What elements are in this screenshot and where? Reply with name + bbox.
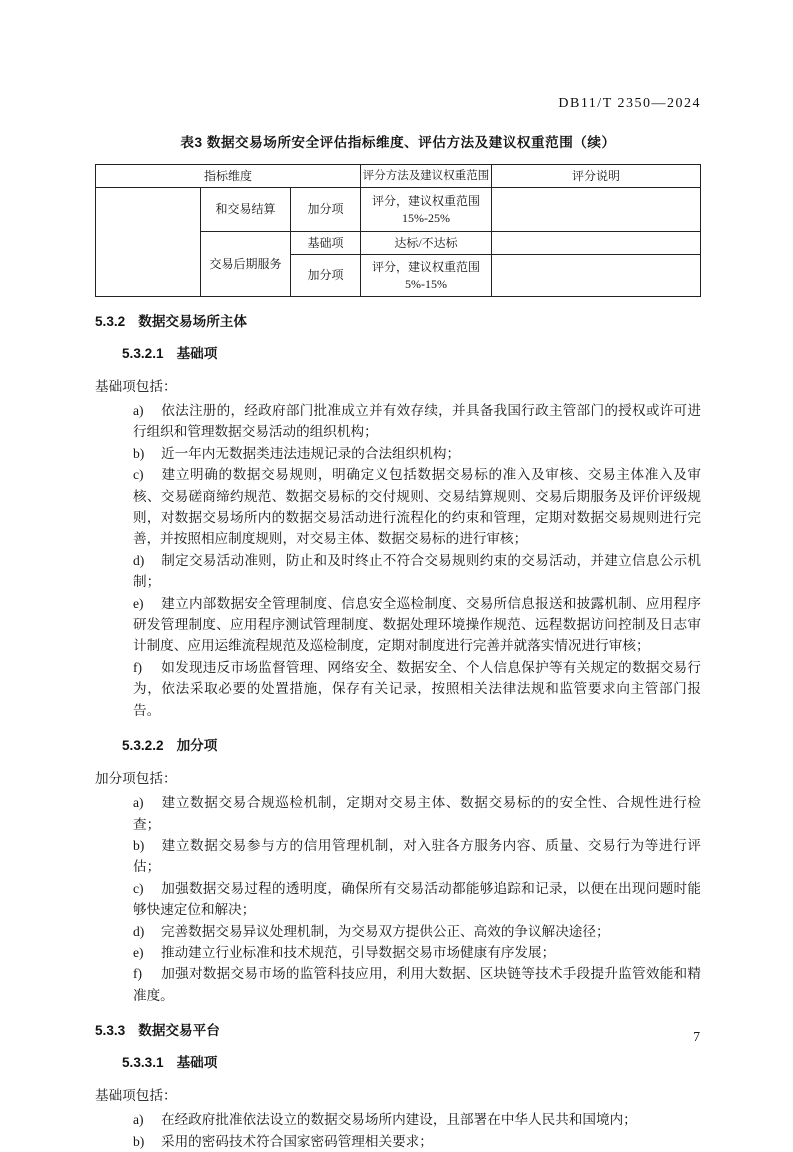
item-marker: a) bbox=[133, 1112, 144, 1128]
section-title: 加分项 bbox=[176, 738, 218, 754]
section-title: 数据交易场所主体 bbox=[138, 314, 247, 329]
list-item bbox=[95, 942, 701, 963]
section-number: 5.3.2 bbox=[95, 314, 126, 329]
item-text: 在经政府批准依法设立的数据交易场所内建设，且部署在中华人民共和国境内； bbox=[161, 1112, 637, 1128]
list-item bbox=[95, 878, 701, 921]
list-item bbox=[95, 400, 701, 443]
item-text: 建立内部数据安全管理制度、信息安全巡检制度、交易所信息报送和披露机制、应用程序研发管理制度、应用程序测试管理制度、数据处理环境操作规范、远程数据访问控制及日志审计制度、应用运维流程规范及巡检制度，定期对制度进行完善并就落实情况进行审核； bbox=[133, 595, 701, 654]
item-text: 依法注册的，经政府部门批准成立并有效存续，并具备我国行政主管部门的授权或许可进行组织和管理数据交易活动的组织机构； bbox=[133, 403, 701, 440]
page-number: 7 bbox=[693, 1029, 700, 1044]
cell-item-type: 基础项 bbox=[291, 232, 361, 255]
item-text: 建立数据交易合规巡检机制，定期对交易主体、数据交易标的的安全性、合规性进行检查； bbox=[133, 795, 701, 832]
list-intro: 加分项包括： bbox=[95, 771, 177, 787]
list-item bbox=[95, 835, 701, 878]
section-number: 5.3.2.2 bbox=[122, 738, 164, 754]
item-marker: e) bbox=[133, 595, 144, 611]
item-text: 完善数据交易异议处理机制，为交易双方提供公正、高效的争议解决途径； bbox=[161, 923, 610, 939]
col-header-dimension: 指标维度 bbox=[96, 165, 361, 188]
item-marker: e) bbox=[133, 944, 144, 960]
col-header-note: 评分说明 bbox=[492, 165, 701, 188]
item-marker: a) bbox=[133, 795, 144, 811]
item-text: 加强对数据交易市场的监管科技应用，利用大数据、区块链等技术手段提升监管效能和精准度。 bbox=[133, 966, 701, 1003]
list-item bbox=[95, 1131, 701, 1152]
page-content bbox=[95, 0, 701, 1152]
item-text: 采用的密码技术符合国家密码管理相关要求； bbox=[161, 1133, 433, 1149]
list-item bbox=[95, 963, 701, 1006]
method-line: 评分，建议权重范围 bbox=[372, 193, 481, 208]
ordered-list-basic-items bbox=[95, 400, 701, 721]
list-item bbox=[95, 657, 701, 721]
cell-note-empty bbox=[492, 232, 701, 255]
list-intro: 基础项包括： bbox=[95, 379, 177, 394]
item-marker: f) bbox=[133, 659, 143, 675]
evaluation-table bbox=[95, 164, 701, 297]
cell-item-type: 加分项 bbox=[291, 255, 361, 297]
item-text: 建立明确的数据交易规则，明确定义包括数据交易标的准入及审核、交易主体准入及审核、交易磋商缔约规范、数据交易标的交付规则、交易结算规则、交易后期服务及评价评级规则，对数据交易场所内的数据交易活动进行流程化的约束和管理，定期对数据交易规则进行完善，并按照相应制度规则，对交易主体、数据交易标的进行审核； bbox=[133, 467, 701, 547]
cell-note-empty bbox=[492, 255, 701, 297]
section-heading-5-3-3-1 bbox=[122, 1054, 701, 1072]
cell-method bbox=[361, 255, 492, 297]
list-intro: 基础项包括： bbox=[95, 1088, 177, 1104]
method-line: 评分，建议权重范围 bbox=[372, 259, 481, 274]
section-title: 基础项 bbox=[176, 346, 218, 361]
cell-sub-dimension: 和交易结算 bbox=[201, 188, 291, 232]
item-marker: b) bbox=[133, 445, 145, 461]
section-heading-5-3-3 bbox=[95, 1022, 701, 1040]
item-text: 制定交易活动准则，防止和及时终止不符合交易规则约束的交易活动，并建立信息公示机制； bbox=[133, 552, 701, 590]
item-text: 建立数据交易参与方的信用管理机制，对入驻各方服务内容、质量、交易行为等进行评估； bbox=[133, 837, 701, 875]
item-text: 加强数据交易过程的透明度，确保所有交易活动都能够追踪和记录，以便在出现问题时能够快速定位和解决； bbox=[133, 880, 701, 918]
table-header-row bbox=[96, 165, 701, 188]
item-marker: d) bbox=[133, 923, 145, 939]
method-range: 15%-25% bbox=[402, 210, 451, 225]
list-item bbox=[95, 443, 701, 464]
section-number: 5.3.2.1 bbox=[122, 346, 164, 361]
list-item bbox=[95, 550, 701, 593]
cell-item-type: 加分项 bbox=[291, 188, 361, 232]
section-heading-5-3-2-1 bbox=[122, 345, 701, 363]
ordered-list-platform-basic-items bbox=[95, 1109, 701, 1152]
cell-method bbox=[361, 188, 492, 232]
item-text: 推动建立行业标准和技术规范，引导数据交易市场健康有序发展； bbox=[161, 944, 556, 960]
item-marker: b) bbox=[133, 837, 145, 853]
item-marker: a) bbox=[133, 403, 144, 418]
section-title: 基础项 bbox=[176, 1055, 218, 1071]
list-item bbox=[95, 1109, 701, 1130]
cell-sub-dimension: 交易后期服务 bbox=[201, 232, 291, 297]
ordered-list-bonus-items bbox=[95, 792, 701, 1006]
item-marker: f) bbox=[133, 966, 143, 982]
item-marker: c) bbox=[133, 467, 144, 483]
cell-note-empty bbox=[492, 188, 701, 232]
section-number: 5.3.3.1 bbox=[122, 1055, 164, 1071]
section-number: 5.3.3 bbox=[95, 1023, 126, 1039]
cell-dimension-group-empty bbox=[96, 188, 201, 297]
list-item bbox=[95, 464, 701, 550]
section-heading-5-3-2 bbox=[95, 313, 701, 331]
item-marker: c) bbox=[133, 880, 144, 896]
list-item bbox=[95, 921, 701, 942]
cell-method: 达标/不达标 bbox=[361, 232, 492, 255]
section-title: 数据交易平台 bbox=[138, 1023, 220, 1039]
table-title: 表3 数据交易场所安全评估指标维度、评估方法及建议权重范围（续） bbox=[180, 135, 616, 150]
method-range: 5%-15% bbox=[405, 276, 448, 291]
item-marker: b) bbox=[133, 1133, 145, 1149]
item-text: 如发现违反市场监督管理、网络安全、数据安全、个人信息保护等有关规定的数据交易行为，依法采取必要的处置措施，保存有关记录，按照相关法律法规和监管要求向主管部门报告。 bbox=[133, 659, 701, 718]
table-row-settlement bbox=[96, 188, 701, 232]
item-text: 近一年内无数据类违法违规记录的合法组织机构； bbox=[161, 445, 461, 461]
list-item bbox=[95, 593, 701, 657]
doc-number: DB11/T 2350—2024 bbox=[558, 96, 701, 111]
section-heading-5-3-2-2 bbox=[122, 737, 701, 755]
item-marker: d) bbox=[133, 552, 145, 568]
col-header-method: 评分方法及建议权重范围 bbox=[361, 165, 492, 188]
list-item bbox=[95, 792, 701, 835]
